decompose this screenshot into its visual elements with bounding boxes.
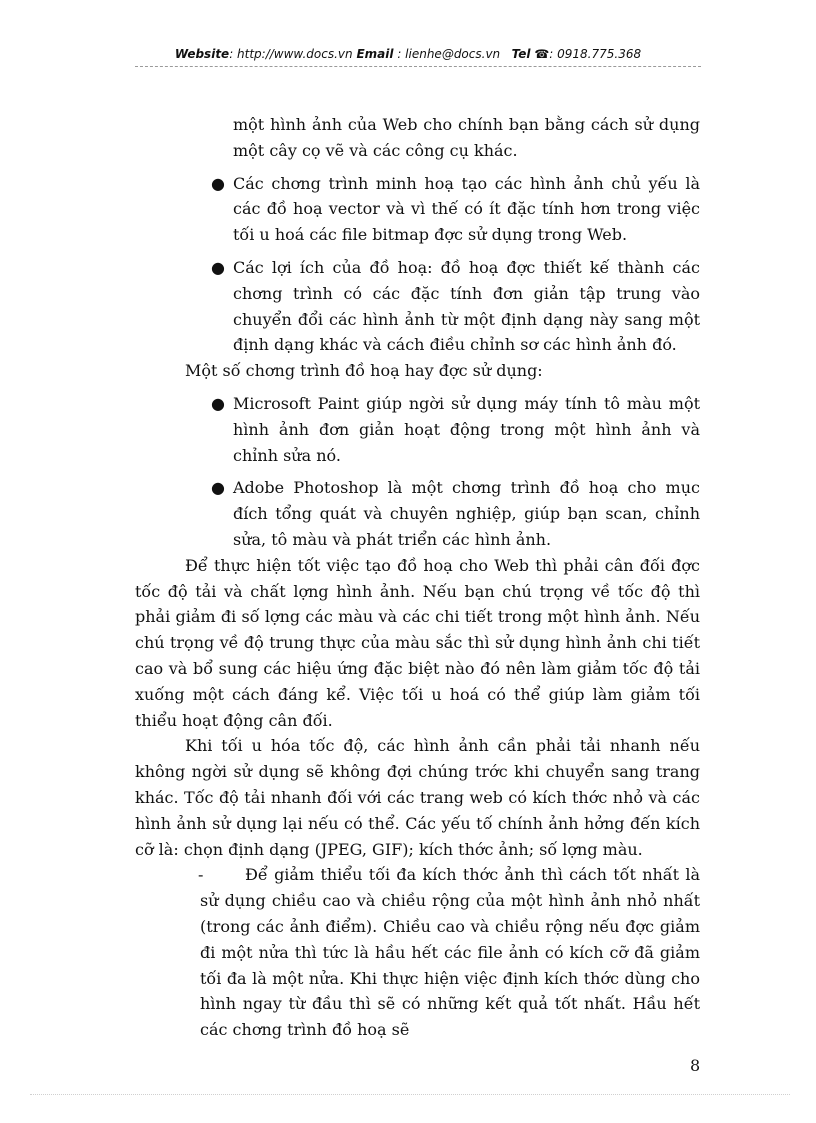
- email-label: Email: [356, 47, 394, 61]
- header-rule: [135, 66, 701, 67]
- page-content: [135, 112, 700, 1043]
- tel-value: : 0918.775.368: [549, 47, 642, 61]
- continued-paragraph: một hình ảnh của Web cho chính bạn bằng cách sử dụng một cây cọ vẽ và các công cụ khác.: [233, 115, 700, 160]
- bullet-text: Các chơng trình minh hoạ tạo các hình ảnh chủ yếu là các đồ hoạ vector và vì thế có ít đặc tính hơn trong việc tối u hoá các file bitmap đợc sử dụng trong Web.: [233, 173, 700, 245]
- bullet-icon: ●: [211, 173, 225, 193]
- page-header: [0, 47, 816, 61]
- page-number: 8: [690, 1056, 701, 1075]
- footer-rule: [30, 1094, 790, 1095]
- bullet-text: Microsoft Paint giúp ngời sử dụng máy tính tô màu một hình ảnh đơn giản hoạt động trong một hình ảnh và chỉnh sửa nó.: [233, 393, 700, 465]
- bullet-text: Các lợi ích của đồ hoạ: đồ hoạ đợc thiết kế thành các chơng trình có các đặc tính đơn giản tập trung vào chuyển đổi các hình ảnh từ một định dạng này sang một định dạng khác và cách điều chỉnh sơ các hình ảnh đó.: [233, 257, 700, 355]
- bullet-icon: ●: [211, 257, 225, 277]
- bullet-item: [211, 391, 700, 468]
- bullet-item: [211, 171, 700, 248]
- dash-paragraph-text: Để giảm thiểu tối đa kích thớc ảnh thì cách tốt nhất là sử dụng chiều cao và chiều rộng của một hình ảnh nhỏ nhất (trong các ảnh điểm). Chiều cao và chiều rộng nếu đợc giảm đi một nửa thì tức là hầu hết các file ảnh có kích cỡ đã giảm tối đa là một nửa. Khi thực hiện việc định kích thớc dùng cho hình ngay từ đầu thì sẽ có những kết quả tốt nhất. Hầu hết các chơng trình đồ hoạ sẽ: [200, 865, 700, 1040]
- bullet-item: [211, 475, 700, 552]
- dash-mark: -: [198, 865, 204, 885]
- list-heading: Một số chơng trình đồ hoạ hay đợc sử dụng:: [185, 361, 543, 381]
- bullet-text: Adobe Photoshop là một chơng trình đồ hoạ cho mục đích tổng quát và chuyên nghiệp, giúp bạn scan, chỉnh sửa, tô màu và phát triển các hình ảnh.: [233, 478, 700, 549]
- email-value: : lienhe@docs.vn: [393, 47, 501, 61]
- phone-icon: ☎: [534, 47, 550, 61]
- bullet-icon: ●: [211, 393, 225, 413]
- bullet-icon: ●: [211, 478, 225, 498]
- website-label: Website: [174, 47, 230, 61]
- dash-paragraph: [200, 862, 700, 1043]
- tel-label: Tel: [511, 47, 531, 61]
- bullet-item: [211, 255, 700, 358]
- body-paragraph: Để thực hiện tốt việc tạo đồ hoạ cho Web thì phải cân đối đợc tốc độ tải và chất lợng hình ảnh. Nếu bạn chú trọng về tốc độ thì phải giảm đi số lợng các màu và các chi tiết trong một hình ảnh. Nếu chú trọng về độ trung thực của màu sắc thì sử dụng hình ảnh chi tiết cao và bổ sung các hiệu ứng đặc biệt nào đó nên làm giảm tốc độ tải xuống một cách đáng kể. Việc tối u hoá có thể giúp làm giảm tối thiểu hoạt động cân đối.: [135, 555, 700, 730]
- body-paragraph: Khi tối u hóa tốc độ, các hình ảnh cần phải tải nhanh nếu không ngời sử dụng sẽ không đợi chúng trớc khi chuyển sang trang khác. Tốc độ tải nhanh đối với các trang web có kích thớc nhỏ và các hình ảnh sử dụng lại nếu có thể. Các yếu tố chính ảnh hởng đến kích cỡ là: chọn định dạng (JPEG, GIF); kích thớc ảnh; số lợng màu.: [135, 736, 700, 859]
- website-value: : http://www.docs.vn: [229, 47, 353, 61]
